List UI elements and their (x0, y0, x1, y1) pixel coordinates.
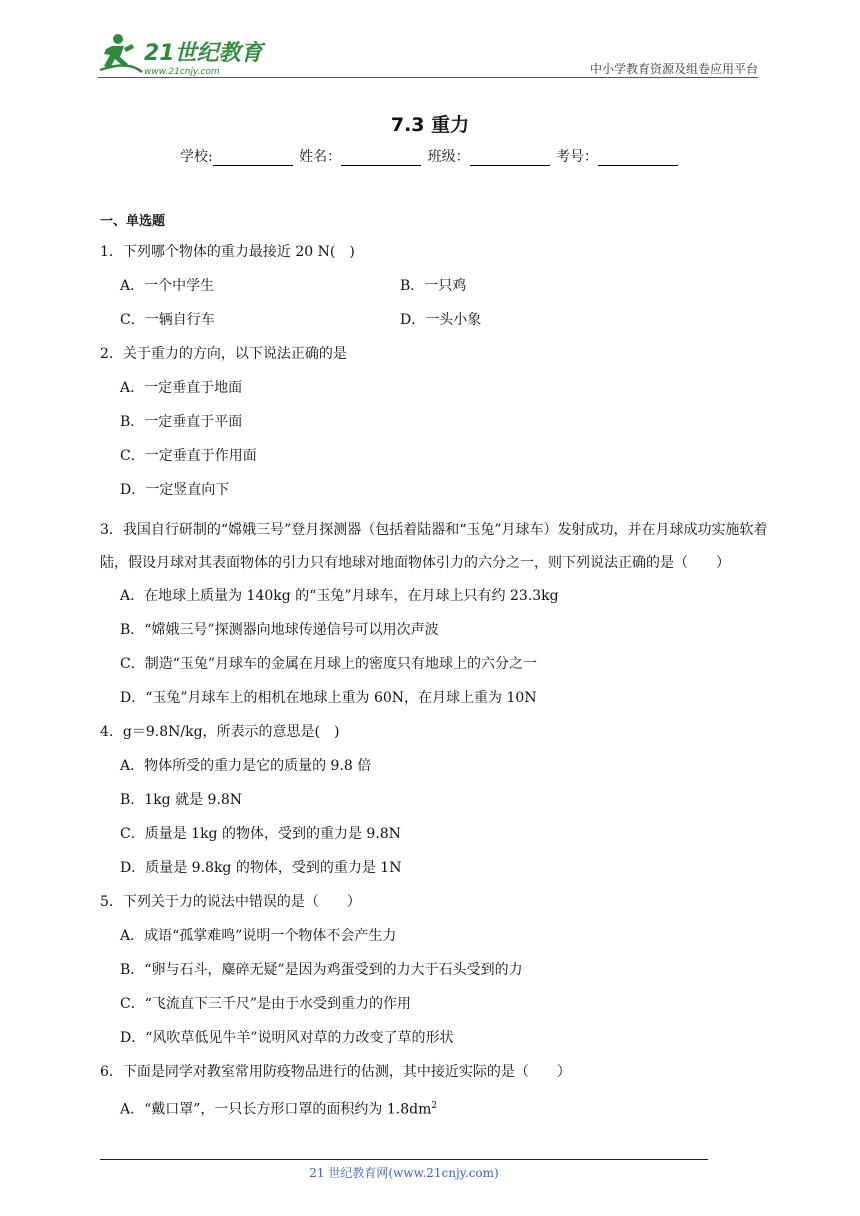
option[interactable]: A．一定垂直于地面 (120, 380, 243, 396)
option[interactable]: D．“玉兔”月球车上的相机在地球上重为 60N，在月球上重为 10N (120, 690, 537, 706)
question-options (120, 586, 780, 708)
question-list (100, 212, 780, 1134)
exam-no-label: 考号： (556, 149, 599, 165)
logo-url: www.21cnjy.com (144, 67, 220, 77)
superscript: 2 (431, 1101, 438, 1111)
footer-link[interactable]: 21 世纪教育网(www.21cnjy.com) (309, 1166, 499, 1180)
option[interactable]: C．一定垂直于作用面 (120, 448, 257, 464)
option[interactable]: D．“风吹草低见牛羊”说明风对草的力改变了草的形状 (120, 1030, 454, 1046)
option[interactable]: B．一定垂直于平面 (120, 414, 243, 430)
option[interactable]: A．在地球上质量为 140kg 的“玉兔”月球车，在月球上只有约 23.3kg (120, 588, 559, 604)
option[interactable]: C．制造“玉兔”月球车的金属在月球上的密度只有地球上的六分之一 (120, 656, 538, 672)
option[interactable]: C．“飞流直下三千尺”是由于水受到重力的作用 (120, 996, 412, 1012)
runner-logo-icon (98, 30, 268, 78)
header-divider (98, 77, 758, 78)
option[interactable] (120, 1096, 780, 1120)
page-title: 7.3 重力 (390, 114, 470, 136)
question-options (120, 276, 780, 330)
option[interactable]: D．一头小象 (400, 312, 482, 328)
question-stem: 1．下列哪个物体的重力最接近 20 N( ) (100, 244, 355, 260)
school-field[interactable] (213, 151, 293, 166)
name-field[interactable] (341, 151, 421, 166)
option[interactable]: B．一只鸡 (400, 278, 467, 294)
class-field[interactable] (470, 151, 550, 166)
question-stem: 3．我国自行研制的“嫦娥三号”登月探测器（包括着陆器和“玉兔”月球车）发射成功，并在月球成功实施软着陆，假设月球对其表面物体的引力只有地球对地面物体引力的六分之一，则下列说法正确的是（ ） (100, 522, 768, 571)
school-label: 学校: (179, 149, 213, 165)
option[interactable]: C．一辆自行车 (120, 312, 215, 328)
option[interactable]: B．“卵与石斗，麋碎无疑”是因为鸡蛋受到的力大于石头受到的力 (120, 962, 523, 978)
exam-no-field[interactable] (598, 151, 678, 166)
header-platform-text: 中小学教育资源及组卷应用平台 (589, 62, 758, 76)
question-options (120, 378, 780, 500)
option[interactable]: D．质量是 9.8kg 的物体，受到的重力是 1N (120, 860, 402, 876)
question-options (120, 756, 780, 878)
site-logo[interactable] (98, 30, 268, 78)
option[interactable]: C．质量是 1kg 的物体，受到的重力是 9.8N (120, 826, 401, 842)
option-text: A．“戴口罩”，一只长方形口罩的面积约为 1.8dm (120, 1101, 432, 1118)
question-stem: 2．关于重力的方向，以下说法正确的是 (100, 346, 347, 362)
class-label: 班级： (427, 149, 470, 165)
question-options (120, 926, 780, 1048)
page-header (98, 30, 758, 80)
option[interactable]: B．“嫦娥三号”探测器向地球传递信号可以用次声波 (120, 622, 439, 638)
name-label: 姓名： (299, 149, 342, 165)
option[interactable]: B．1kg 就是 9.8N (120, 792, 243, 808)
option[interactable]: A．物体所受的重力是它的质量的 9.8 倍 (120, 758, 372, 774)
question-stem: 5．下列关于力的说法中错误的是（ ） (100, 894, 361, 910)
section-title: 一、单选题 (100, 214, 166, 229)
option[interactable]: A．一个中学生 (120, 278, 215, 294)
logo-text: 21世纪教育 (144, 41, 263, 66)
option[interactable]: A．成语“孤掌难鸣”说明一个物体不会产生力 (120, 928, 397, 944)
question-options (120, 1096, 780, 1120)
question-stem: 6．下面是同学对教室常用防疫物品进行的估测，其中接近实际的是（ ） (100, 1064, 571, 1080)
student-info-line (0, 146, 860, 166)
question-stem: 4．g＝9.8N/kg，所表示的意思是( ) (100, 724, 340, 740)
option[interactable]: D．一定竖直向下 (120, 482, 230, 498)
footer-divider (100, 1159, 708, 1160)
